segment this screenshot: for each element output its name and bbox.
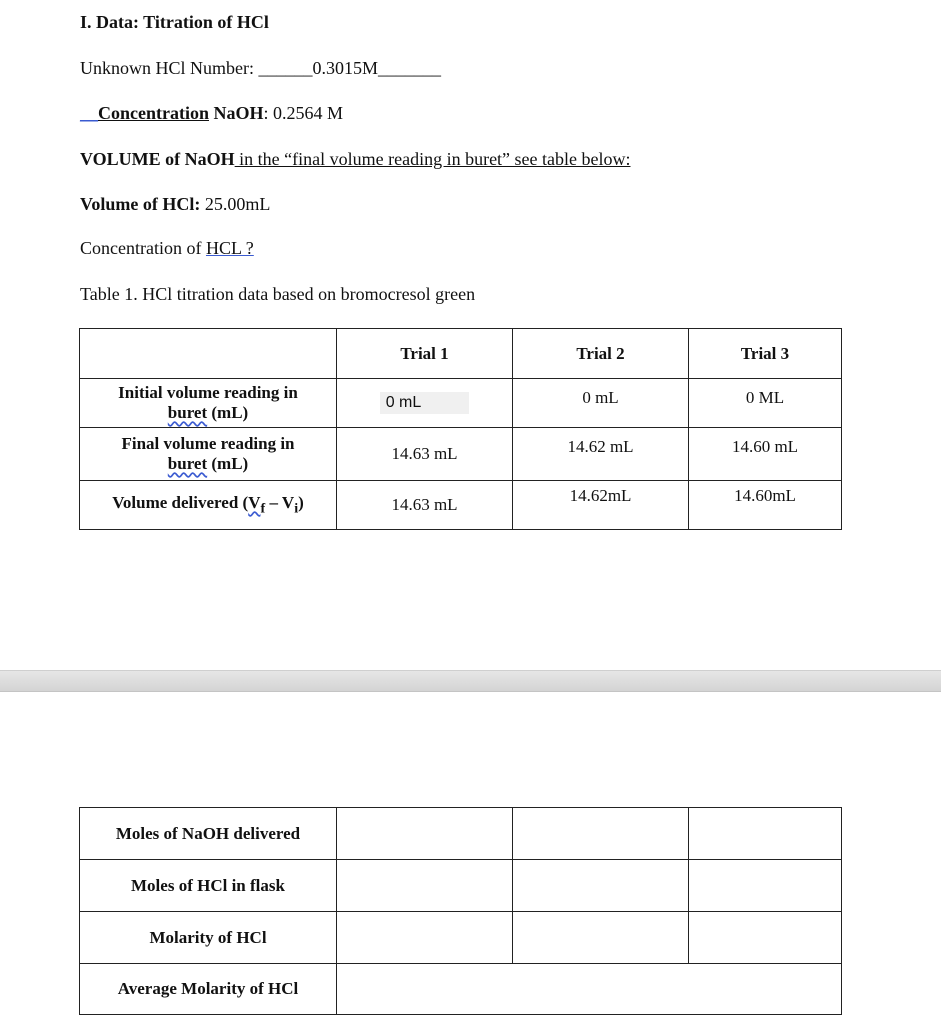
moles-naoh-trial-1	[337, 808, 513, 860]
unknown-hcl-blank-after: _______	[378, 58, 442, 78]
naoh-conc-value: : 0.2564 M	[263, 103, 344, 123]
initial-trial-1	[337, 379, 513, 428]
table-header-row	[80, 329, 842, 379]
calc-row-average	[80, 964, 842, 1015]
final-label-line1: Final volume reading in	[121, 434, 295, 453]
calc-row-moles-naoh	[80, 808, 842, 860]
page-break-separator	[0, 670, 941, 692]
final-volume-label	[80, 428, 337, 481]
delivered-trial-2: 14.62mL	[513, 481, 689, 530]
volume-naoh-label: VOLUME of NaOH	[80, 149, 235, 169]
titration-data-table	[79, 328, 842, 530]
unknown-hcl-blank-before: ______	[258, 58, 313, 78]
molarity-trial-3	[689, 912, 842, 964]
volume-delivered-label	[80, 481, 337, 530]
initial-unit: (mL)	[207, 403, 249, 422]
calc-row-moles-hcl	[80, 860, 842, 912]
final-trial-3: 14.60 mL	[689, 428, 842, 481]
initial-buret-word: buret	[167, 403, 208, 422]
section-heading: I. Data: Titration of HCl	[80, 12, 269, 32]
naoh-conc-label: Concentration	[98, 103, 209, 123]
delivered-vf	[248, 492, 266, 517]
moles-hcl-trial-1	[337, 860, 513, 912]
delivered-vi-sub: i	[294, 500, 299, 517]
delivered-label-suffix: )	[298, 492, 304, 512]
initial-volume-row	[80, 379, 842, 428]
moles-naoh-trial-2	[513, 808, 689, 860]
calculations-table	[79, 807, 842, 1015]
final-buret-word: buret	[167, 454, 208, 473]
table-caption: Table 1. HCl titration data based on bromocresol green	[80, 284, 476, 304]
initial-trial-2: 0 mL	[513, 379, 689, 428]
volume-naoh-line	[80, 149, 631, 170]
final-volume-row	[80, 428, 842, 481]
initial-volume-label	[80, 379, 337, 428]
volume-hcl-line	[80, 194, 270, 215]
volume-hcl-label: Volume of HCl:	[80, 194, 201, 214]
initial-label-line1: Initial volume reading in	[118, 383, 298, 402]
final-trial-1: 14.63 mL	[337, 428, 513, 481]
delivered-label-prefix: Volume delivered (	[112, 492, 249, 512]
volume-naoh-rest: in the “final volume reading in buret” see table below:	[234, 149, 631, 169]
moles-hcl-trial-2	[513, 860, 689, 912]
molarity-label: Molarity of HCl	[80, 912, 337, 964]
conc-hcl-value: HCL ?	[205, 238, 254, 258]
moles-naoh-trial-3	[689, 808, 842, 860]
final-trial-2: 14.62 mL	[513, 428, 689, 481]
conc-hcl-label: Concentration of	[80, 238, 206, 258]
delivered-vf-letter: V	[248, 492, 261, 512]
initial-trial-1-value: 0 mL	[380, 392, 470, 414]
header-trial-1: Trial 1	[337, 329, 513, 379]
delivered-minus-vi: – V	[265, 492, 295, 512]
volume-delivered-row	[80, 481, 842, 530]
molarity-trial-2	[513, 912, 689, 964]
naoh-conc-label2: NaOH	[209, 103, 264, 123]
calc-row-molarity	[80, 912, 842, 964]
initial-trial-3: 0 ML	[689, 379, 842, 428]
unknown-hcl-value: 0.3015M	[312, 58, 379, 78]
delivered-trial-1: 14.63 mL	[337, 481, 513, 530]
moles-hcl-label: Moles of HCl in flask	[80, 860, 337, 912]
header-trial-3: Trial 3	[689, 329, 842, 379]
delivered-vf-sub: f	[260, 500, 266, 517]
molarity-trial-1	[337, 912, 513, 964]
volume-hcl-value: 25.00mL	[200, 194, 271, 214]
unknown-hcl-line	[80, 58, 441, 79]
naoh-conc-prefix: __	[80, 103, 98, 123]
average-molarity-value	[337, 964, 842, 1015]
moles-hcl-trial-3	[689, 860, 842, 912]
concentration-hcl-line	[80, 238, 254, 259]
header-trial-2: Trial 2	[513, 329, 689, 379]
initial-label-line2	[80, 403, 336, 423]
unknown-hcl-label: Unknown HCl Number:	[80, 58, 254, 78]
final-label-line2	[80, 454, 336, 474]
final-unit: (mL)	[207, 454, 249, 473]
header-empty-cell	[80, 329, 337, 379]
naoh-concentration-line	[80, 103, 343, 124]
delivered-trial-3: 14.60mL	[689, 481, 842, 530]
average-molarity-label: Average Molarity of HCl	[80, 964, 337, 1015]
moles-naoh-label: Moles of NaOH delivered	[80, 808, 337, 860]
